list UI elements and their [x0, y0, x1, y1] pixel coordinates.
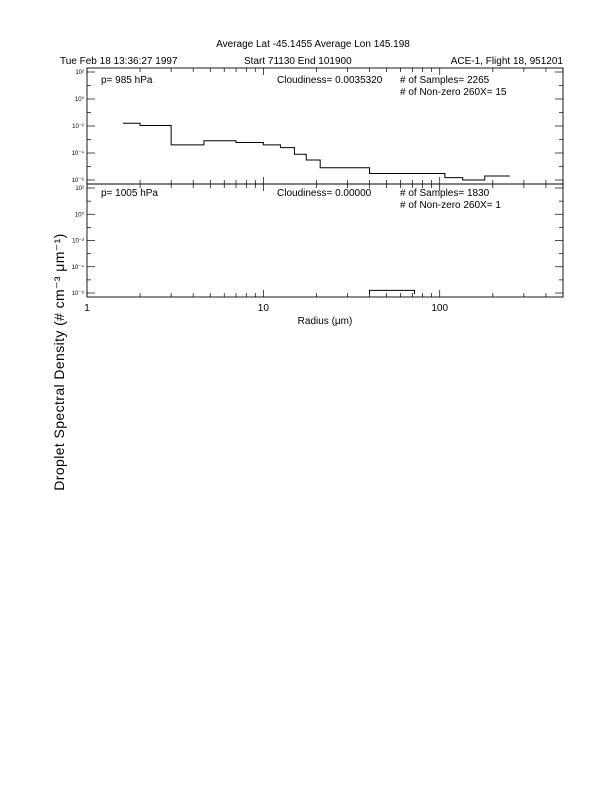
pressure-label: p= 1005 hPa — [101, 188, 158, 199]
nonzero-label: # of Non-zero 260X= 1 — [400, 200, 501, 211]
y-tick-label: 10⁻² — [72, 238, 84, 245]
header-location: Average Lat -45.1455 Average Lon 145.198 — [216, 39, 410, 50]
cloudiness-label: Cloudiness= 0.00000 — [277, 188, 372, 199]
y-tick-label: 10⁻⁴ — [71, 151, 84, 157]
header-flight: ACE-1, Flight 18, 951201 — [450, 56, 563, 67]
header-date: Tue Feb 18 13:36:27 1997 — [60, 56, 178, 67]
cloudiness-label: Cloudiness= 0.0035320 — [277, 75, 383, 86]
x-tick-label-100: 100 — [431, 303, 449, 314]
x-axis-label: Radius (μm) — [297, 316, 353, 327]
y-axis-label: Droplet Spectral Density (# cm⁻³ μm⁻¹) — [51, 233, 67, 491]
x-tick-label-10: 10 — [257, 303, 269, 314]
pressure-label: p= 985 hPa — [101, 75, 153, 86]
x-tick-labels — [84, 303, 448, 314]
y-tick-label: 10⁻⁴ — [71, 264, 84, 271]
samples-label: # of Samples= 1830 — [400, 188, 490, 199]
y-tick-label: 10⁰ — [74, 212, 84, 219]
y-tick-label: 10² — [75, 70, 84, 76]
panel-1005-hpa — [72, 184, 563, 297]
x-tick-label-1: 1 — [84, 303, 90, 314]
panel-985-hpa — [72, 68, 563, 184]
y-tick-label: 10⁰ — [74, 97, 84, 103]
y-tick-label: 10⁻⁶ — [71, 291, 84, 297]
nonzero-label: # of Non-zero 260X= 15 — [400, 87, 507, 98]
header-times: Start 71130 End 101900 — [244, 56, 352, 67]
y-tick-label: 10² — [75, 186, 84, 192]
spectrum-step-line — [123, 123, 510, 180]
y-tick-label: 10⁻⁶ — [71, 178, 84, 184]
y-tick-label: 10⁻² — [72, 124, 84, 130]
spectrum-step-line — [370, 290, 415, 294]
samples-label: # of Samples= 2265 — [400, 75, 490, 86]
